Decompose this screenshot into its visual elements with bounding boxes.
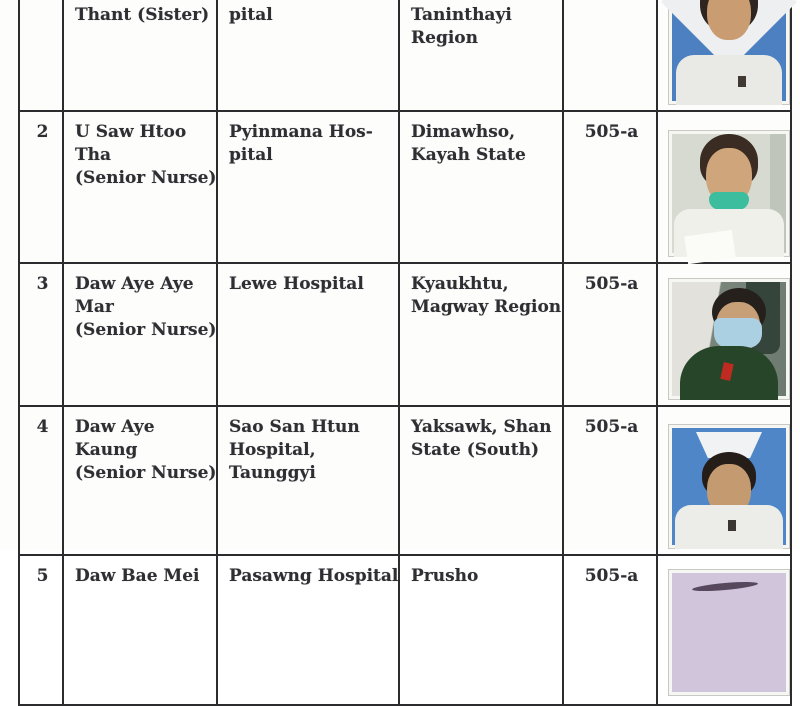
name-line: (Senior Nurse): [75, 463, 217, 483]
code-cell: 505-a: [563, 406, 657, 555]
name-cell: [63, 555, 217, 705]
name-line: (Senior Nurse): [75, 168, 217, 188]
nurse-photo: [669, 131, 789, 256]
name-cell: [63, 111, 217, 263]
table-row: [19, 111, 791, 263]
row-number-cell: 3: [19, 263, 63, 406]
row-number-cell: 2: [19, 111, 63, 263]
photo-cell: [657, 406, 791, 555]
nurse-photo: [669, 0, 789, 104]
location-line: Prusho: [411, 566, 479, 586]
row-number-cell: 5: [19, 555, 63, 705]
name-line: Thant (Sister): [75, 5, 210, 25]
row-number-cell: 4: [19, 406, 63, 555]
name-cell: [63, 263, 217, 406]
location-line: State (South): [411, 440, 540, 460]
name-line: Daw Aye Aye: [75, 274, 194, 294]
location-cell: [399, 0, 563, 111]
hospital-line: Pasawng Hospital: [229, 566, 399, 586]
hospital-line: Lewe Hospital: [229, 274, 364, 294]
table-row: [19, 0, 791, 111]
row-number-cell: [19, 0, 63, 111]
location-line: Dimawhso,: [411, 122, 516, 142]
location-cell: [399, 111, 563, 263]
code-cell: 505-a: [563, 263, 657, 406]
hospital-cell: [217, 406, 399, 555]
name-line: U Saw Htoo: [75, 122, 187, 142]
roster-table-body: [19, 0, 791, 705]
name-cell: [63, 406, 217, 555]
table-row: [19, 263, 791, 406]
location-cell: [399, 263, 563, 406]
location-cell: [399, 555, 563, 705]
name-line: (Senior Nurse): [75, 320, 217, 340]
code-cell: 505-a: [563, 555, 657, 705]
table-row: [19, 555, 791, 705]
name-line: Daw Aye: [75, 417, 155, 437]
hospital-line: Hospital,: [229, 440, 316, 460]
name-line: Kaung: [75, 440, 138, 460]
code-cell: 505-a: [563, 111, 657, 263]
photo-cell: [657, 111, 791, 263]
location-cell: [399, 406, 563, 555]
hospital-line: pital: [229, 145, 273, 165]
location-line: Taninthayi: [411, 5, 512, 25]
nurse-roster-table: [18, 0, 792, 706]
location-line: Kayah State: [411, 145, 526, 165]
photo-detail-shape: [680, 346, 778, 400]
location-line: Kyaukhtu,: [411, 274, 509, 294]
hospital-cell: [217, 0, 399, 111]
hospital-line: Taunggyi: [229, 463, 316, 483]
photo-cell: [657, 0, 791, 111]
hospital-cell: [217, 555, 399, 705]
hospital-cell: [217, 111, 399, 263]
photo-detail-shape: [676, 55, 782, 105]
photo-detail-shape: [738, 76, 746, 87]
location-line: Magway Region: [411, 297, 562, 317]
nurse-photo: [669, 570, 789, 695]
name-line: Mar: [75, 297, 114, 317]
photo-cell: [657, 263, 791, 406]
name-cell: [63, 0, 217, 111]
name-line: Daw Bae Mei: [75, 566, 200, 586]
location-line: Yaksawk, Shan: [411, 417, 552, 437]
photo-detail-shape: [692, 580, 758, 593]
hospital-line: Sao San Htun: [229, 417, 360, 437]
code-cell: [563, 0, 657, 111]
nurse-photo: [669, 425, 789, 548]
table-row: [19, 406, 791, 555]
photo-detail-shape: [714, 318, 762, 348]
nurse-photo: [669, 279, 789, 399]
photo-detail-shape: [728, 520, 736, 531]
hospital-line: Pyinmana Hos-: [229, 122, 373, 142]
hospital-cell: [217, 263, 399, 406]
name-line: Tha: [75, 145, 112, 165]
location-line: Region: [411, 28, 478, 48]
photo-detail-shape: [709, 192, 749, 210]
photo-detail-shape: [674, 209, 784, 257]
photo-cell: [657, 555, 791, 705]
hospital-line: pital: [229, 5, 273, 25]
